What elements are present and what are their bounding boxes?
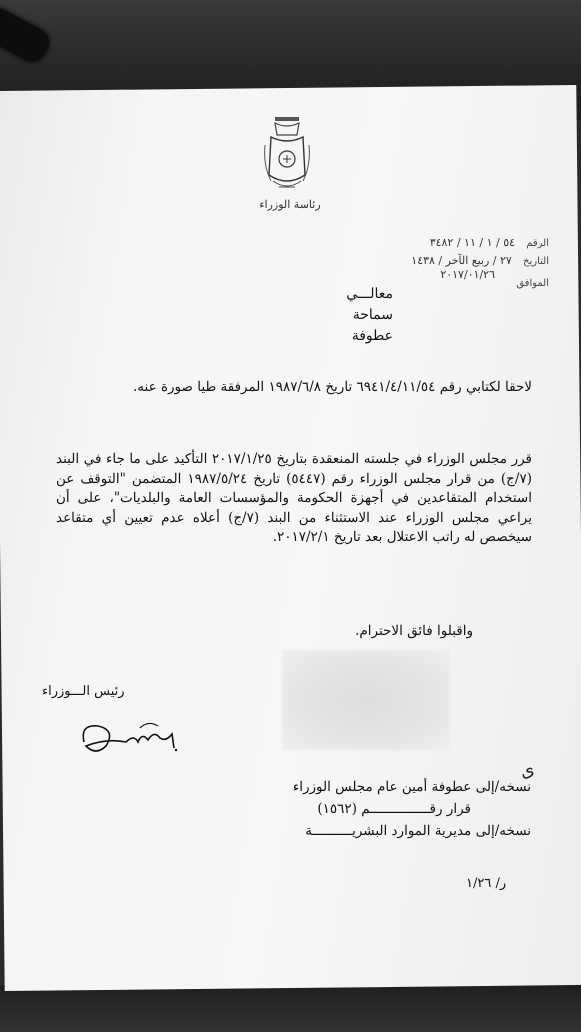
meta-number-value: ٥٤ / ١ / ١١ / ٣٤٨٢ [429,236,516,249]
meta-date-gregorian: ٢٠١٧/٠١/٢٦ [440,268,495,281]
redacted-stamp [282,650,450,750]
closing-line: واقبلوا فائق الاحترام. [355,623,473,639]
meta-date-row [411,254,549,267]
meta-corresponding-row [516,278,549,289]
handwritten-initial: ى [517,758,537,783]
meta-corresponding-label: الموافق [516,278,549,289]
copy-line-2: قرار رقـــــــــــــــم (١٥٦٢) [317,801,471,817]
copy-line-3: نسخه/إلى مديرية الموارد البشريــــــــــة [305,823,531,839]
meta-number-label: الرقم [526,238,549,249]
signature-title: رئيس الـــوزراء [42,684,125,699]
meta-date-hijri: ٢٧ / ربيع الآخر / ١٤٣٨ [411,254,512,267]
meta-number-row [430,236,549,249]
signature-name [76,712,186,762]
letterhead-caption: رئاسة الوزراء [259,198,321,211]
addressee-line-1: معالـــي [346,286,393,302]
meta-gregorian-row [440,268,503,281]
copy-line-1: نسخه/إلى عطوفة أمين عام مجلس الوزراء [292,779,531,795]
desk-background-bottom [0,985,581,1032]
addressee-line-3: عطوفة [351,328,393,344]
footer-reference: ر/ ١/٢٦ [466,876,507,891]
body-paragraph-1: لاحقا لكتابي رقم ٦٩٤١/٤/١١/٥٤ تاريخ ١٩٨٧/٦/٨ المرفقة طيا صورة عنه. [133,379,532,395]
addressee-line-2: سماحة [352,307,393,323]
body-paragraph-2: قرر مجلس الوزراء في جلسته المنعقدة بتاريخ ٢٠١٧/١/٢٥ التأكيد على ما جاء في البند (٧/ج) من قرار مجلس الوزراء رقم (٥٤٤٧) تاريخ ١٩٨٧/٥/٢٤ المتضمن "التوقف عن استخدام المتقاعدين في أجهزة الحكومة والمؤسسات العامة والبلديات"، على أن يراعي مجلس الوزراء عند الاستثناء من البند (٧/ج) أعلاه عدم تعيين أي متقاعد سيخصص له راتب الاعتلال بعد تاريخ ٢٠١٧/٢/١. [56,451,533,545]
meta-date-label: التاريخ [523,256,549,267]
